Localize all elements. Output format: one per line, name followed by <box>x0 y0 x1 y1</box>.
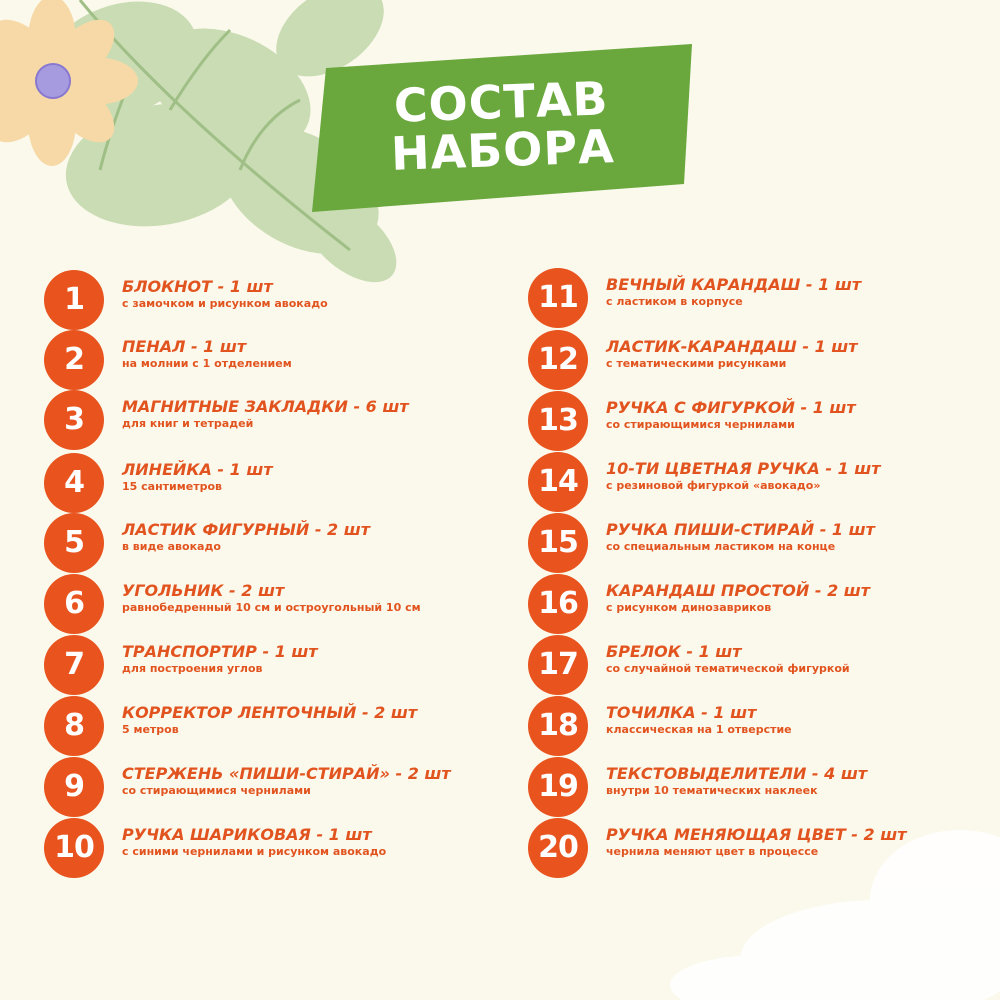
item-description: равнобедренный 10 см и остроугольный 10 см <box>122 601 421 614</box>
item-number-badge: 6 <box>44 574 104 634</box>
header-banner <box>312 44 692 212</box>
item-description: в виде авокадо <box>122 540 221 553</box>
item-title: РУЧКА ШАРИКОВАЯ - 1 шт <box>122 825 372 844</box>
item-title: ПЕНАЛ - 1 шт <box>122 337 247 356</box>
item-number-badge: 1 <box>44 270 104 330</box>
item-number-badge: 11 <box>528 268 588 328</box>
item-number-badge: 20 <box>528 818 588 878</box>
item-number-badge: 16 <box>528 574 588 634</box>
item-description: чернила меняют цвет в процессе <box>606 845 819 858</box>
item-description: на молнии с 1 отделением <box>122 357 292 370</box>
item-description: со стирающимися чернилами <box>606 418 795 431</box>
item-description: с резиновой фигуркой «авокадо» <box>606 479 821 492</box>
item-description: для построения углов <box>122 662 263 675</box>
item-description: с тематическими рисунками <box>606 357 787 370</box>
item-description: классическая на 1 отверстие <box>606 723 792 736</box>
item-number-badge: 3 <box>44 390 104 450</box>
item-description: со стирающимися чернилами <box>122 784 311 797</box>
item-number-badge: 8 <box>44 696 104 756</box>
title-line-2: НАБОРА <box>390 119 616 181</box>
page-title <box>310 71 693 180</box>
item-number-badge: 13 <box>528 391 588 451</box>
item-number-badge: 19 <box>528 757 588 817</box>
item-description: со специальным ластиком на конце <box>606 540 836 553</box>
item-title: РУЧКА С ФИГУРКОЙ - 1 шт <box>606 398 856 417</box>
item-number-badge: 9 <box>44 757 104 817</box>
item-description: с рисунком динозавриков <box>606 601 772 614</box>
item-title: ТЕКСТОВЫДЕЛИТЕЛИ - 4 шт <box>606 764 868 783</box>
item-title: ВЕЧНЫЙ КАРАНДАШ - 1 шт <box>606 275 862 294</box>
item-title: БРЕЛОК - 1 шт <box>606 642 742 661</box>
item-description: со случайной тематической фигуркой <box>606 662 850 675</box>
item-description: 15 сантиметров <box>122 480 222 493</box>
item-number-badge: 4 <box>44 453 104 513</box>
item-title: УГОЛЬНИК - 2 шт <box>122 581 285 600</box>
item-description: для книг и тетрадей <box>122 417 254 430</box>
item-number-badge: 15 <box>528 513 588 573</box>
item-title: СТЕРЖЕНЬ «ПИШИ-СТИРАЙ» - 2 шт <box>122 764 451 783</box>
item-title: ТОЧИЛКА - 1 шт <box>606 703 757 722</box>
item-title: КАРАНДАШ ПРОСТОЙ - 2 шт <box>606 581 871 600</box>
item-description: с синими чернилами и рисунком авокадо <box>122 845 387 858</box>
item-description: 5 метров <box>122 723 179 736</box>
item-description: с замочком и рисунком авокадо <box>122 297 328 310</box>
item-title: РУЧКА ПИШИ-СТИРАЙ - 1 шт <box>606 520 875 539</box>
item-number-badge: 17 <box>528 635 588 695</box>
item-number-badge: 18 <box>528 696 588 756</box>
item-title: ЛАСТИК ФИГУРНЫЙ - 2 шт <box>122 520 370 539</box>
item-title: КОРРЕКТОР ЛЕНТОЧНЫЙ - 2 шт <box>122 703 418 722</box>
item-number-badge: 2 <box>44 330 104 390</box>
item-title: ТРАНСПОРТИР - 1 шт <box>122 642 318 661</box>
item-description: внутри 10 тематических наклеек <box>606 784 818 797</box>
item-number-badge: 10 <box>44 818 104 878</box>
item-number-badge: 5 <box>44 513 104 573</box>
item-number-badge: 14 <box>528 452 588 512</box>
item-title: МАГНИТНЫЕ ЗАКЛАДКИ - 6 шт <box>122 397 409 416</box>
item-title: РУЧКА МЕНЯЮЩАЯ ЦВЕТ - 2 шт <box>606 825 907 844</box>
item-title: ЛИНЕЙКА - 1 шт <box>122 460 273 479</box>
item-title: 10-ТИ ЦВЕТНАЯ РУЧКА - 1 шт <box>606 459 881 478</box>
title-line-1: СОСТАВ <box>392 71 610 133</box>
item-title: БЛОКНОТ - 1 шт <box>122 277 273 296</box>
item-title: ЛАСТИК-КАРАНДАШ - 1 шт <box>606 337 858 356</box>
item-number-badge: 7 <box>44 635 104 695</box>
item-description: с ластиком в корпусе <box>606 295 743 308</box>
item-number-badge: 12 <box>528 330 588 390</box>
